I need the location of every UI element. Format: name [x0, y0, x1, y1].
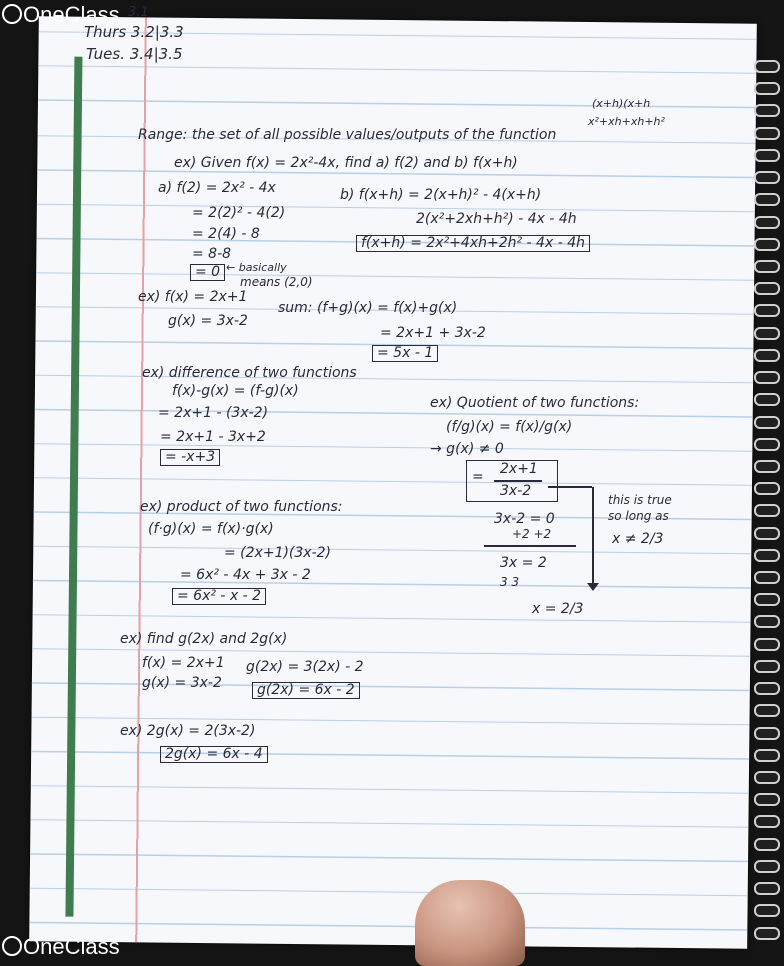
- range-definition: Range: the set of all possible values/outputs of the function: [138, 127, 557, 143]
- true-note-1: this is true: [608, 493, 672, 507]
- product-line-2: = (2x+1)(3x-2): [224, 545, 332, 561]
- true-note-2: so long as: [608, 509, 669, 523]
- part-a-note-1: ← basically: [226, 261, 287, 274]
- find-line-1: g(2x) = 3(2x) - 2: [246, 659, 364, 675]
- example-2-f: ex) f(x) = 2x+1: [138, 289, 248, 305]
- find-g: g(x) = 3x-2: [142, 675, 222, 691]
- quotient-arrow-down-icon: [592, 487, 594, 587]
- quotient-equals: =: [472, 469, 484, 485]
- quotient-line-2: → g(x) ≠ 0: [430, 441, 504, 457]
- quotient-step-2: +2 +2: [512, 527, 552, 541]
- quotient-numerator: 2x+1: [500, 461, 538, 477]
- find-f: f(x) = 2x+1: [142, 655, 225, 671]
- find-answer: g(2x) = 6x - 2: [252, 682, 360, 699]
- quotient-step-rule: [484, 545, 576, 547]
- part-a-note-2: means (2,0): [240, 275, 313, 289]
- quotient-step-1: 3x-2 = 0: [494, 511, 555, 527]
- find-title: ex) find g(2x) and 2g(x): [120, 631, 288, 647]
- part-a-answer: = 0: [190, 264, 225, 281]
- product-line-3: = 6x² - 4x + 3x - 2: [180, 567, 311, 583]
- sum-line-1: sum: (f+g)(x) = f(x)+g(x): [278, 300, 458, 316]
- difference-line-1: f(x)-g(x) = (f-g)(x): [172, 383, 299, 399]
- scratch-line-1: (x+h)(x+h: [592, 97, 651, 110]
- difference-title: ex) difference of two functions: [142, 365, 357, 381]
- quotient-title: ex) Quotient of two functions:: [430, 395, 640, 411]
- part-b-line-1: b) f(x+h) = 2(x+h)² - 4(x+h): [340, 187, 542, 203]
- oneclass-ring-icon: [2, 4, 22, 24]
- part-b-line-2: 2(x²+2xh+h²) - 4x - 4h: [416, 211, 577, 227]
- example-1-given: ex) Given f(x) = 2x²-4x, find a) f(2) and b) f(x+h): [174, 155, 518, 171]
- difference-answer: = -x+3: [160, 449, 220, 466]
- page-number: 3.1: [128, 5, 149, 20]
- spiral-binding: [754, 60, 780, 940]
- quotient-fraction-bar: [494, 480, 542, 482]
- sum-answer: = 5x - 1: [372, 345, 438, 362]
- sum-line-2: = 2x+1 + 3x-2: [380, 325, 486, 341]
- quotient-step-4: x = 2/3: [532, 601, 584, 617]
- last-line-1: ex) 2g(x) = 2(3x-2): [120, 723, 256, 739]
- last-answer: 2g(x) = 6x - 4: [160, 746, 268, 763]
- example-2-g: g(x) = 3x-2: [168, 313, 248, 329]
- quotient-step-3: 3x = 2: [500, 555, 547, 571]
- part-a-line-3: = 2(4) - 8: [192, 226, 260, 242]
- scratch-line-2: x²+xh+xh+h²: [588, 115, 665, 128]
- quotient-denominator: 3x-2: [500, 483, 532, 499]
- notebook-cover-edge: [65, 57, 82, 917]
- quotient-step-3b: 3 3: [500, 575, 520, 589]
- thumb-photo: [415, 880, 525, 966]
- quotient-arrow-line: [548, 486, 592, 488]
- difference-line-2: = 2x+1 - (3x-2): [158, 405, 269, 421]
- oneclass-logo-top: OneClass: [2, 2, 120, 28]
- quotient-line-1: (f/g)(x) = f(x)/g(x): [446, 419, 573, 435]
- date-line-2: Tues. 3.4|3.5: [86, 45, 183, 63]
- product-line-1: (f·g)(x) = f(x)·g(x): [148, 521, 274, 537]
- product-answer: = 6x² - x - 2: [172, 588, 266, 605]
- part-b-answer: f(x+h) = 2x²+4xh+2h² - 4x - 4h: [356, 235, 590, 252]
- part-a-line-2: = 2(2)² - 4(2): [192, 205, 286, 221]
- date-line-1: Thurs 3.2|3.3: [84, 23, 184, 41]
- difference-line-3: = 2x+1 - 3x+2: [160, 429, 266, 445]
- oneclass-ring-icon: [2, 936, 22, 956]
- part-a-line-4: = 8-8: [192, 246, 232, 262]
- oneclass-logo-bottom: OneClass: [2, 934, 120, 960]
- part-a-line-1: a) f(2) = 2x² - 4x: [158, 180, 276, 196]
- true-note-3: x ≠ 2/3: [612, 531, 664, 547]
- product-title: ex) product of two functions:: [140, 499, 343, 515]
